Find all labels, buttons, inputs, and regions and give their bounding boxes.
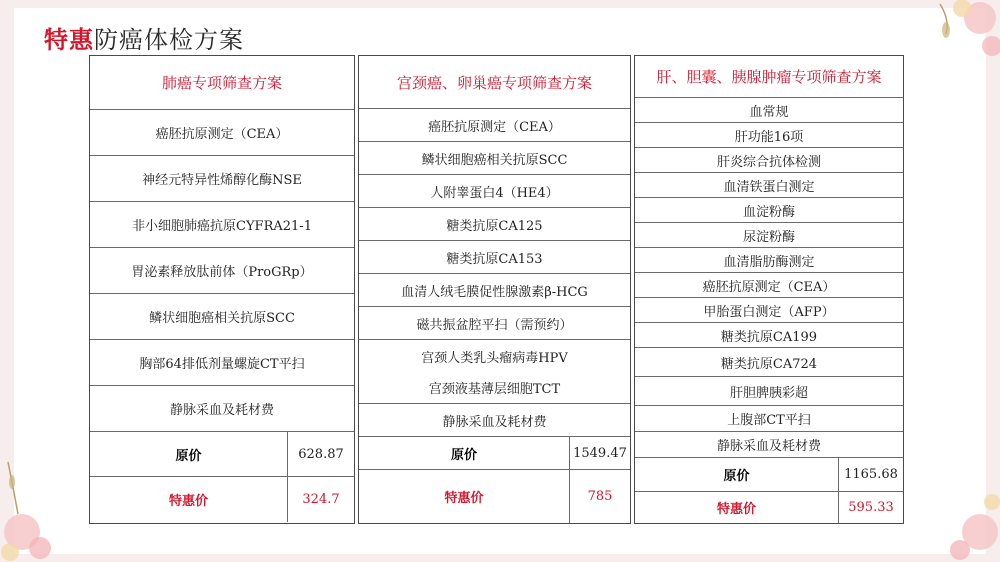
exam-item: 胃泌素释放肽前体（ProGRp） (90, 248, 354, 294)
exam-item: 人附睾蛋白4（HE4） (359, 175, 630, 208)
exam-item: 宫颈液基薄层细胞TCT (359, 372, 630, 404)
exam-item: 磁共振盆腔平扫（需预约） (359, 307, 630, 340)
original-price-value: 1165.68 (844, 467, 898, 482)
liver-gallbladder-pancreas-panel (634, 55, 904, 524)
exam-item: 胸部64排低剂量螺旋CT平扫 (90, 340, 354, 386)
original-price-label: 原价 (359, 437, 570, 469)
exam-item: 血淀粉酶 (635, 198, 903, 223)
special-price-row (90, 477, 354, 522)
original-price-row (635, 458, 903, 492)
original-price-value: 628.87 (298, 446, 344, 462)
lung-cancer-panel (89, 55, 355, 524)
exam-item: 肝胆脾胰彩超 (635, 377, 903, 406)
exam-item: 糖类抗原CA125 (359, 208, 630, 241)
original-price-value: 1549.47 (573, 445, 627, 461)
special-price-value: 595.33 (848, 500, 894, 515)
exam-item: 糖类抗原CA724 (635, 348, 903, 377)
exam-item: 血常规 (635, 98, 903, 123)
exam-item: 血清铁蛋白测定 (635, 173, 903, 198)
exam-item: 宫颈人类乳头瘤病毒HPV (421, 350, 568, 366)
special-price-row (359, 470, 630, 523)
original-price-label: 原价 (90, 432, 288, 476)
panel-header: 肺癌专项筛查方案 (90, 56, 354, 110)
exam-item: 上腹部CT平扫 (635, 406, 903, 432)
exam-item: 癌胚抗原测定（CEA） (635, 273, 903, 298)
exam-item: 肝功能16项 (635, 123, 903, 148)
exam-item: 甲胎蛋白测定（AFP） (635, 298, 903, 323)
exam-item: 肝炎综合抗体检测 (635, 148, 903, 173)
cervical-ovarian-cancer-panel (358, 55, 631, 524)
special-price-row (635, 492, 903, 523)
exam-item: 静脉采血及耗材费 (359, 404, 630, 437)
exam-item: 神经元特异性烯醇化酶NSE (90, 156, 354, 202)
original-price-row (90, 432, 354, 477)
exam-item: 静脉采血及耗材费 (635, 432, 903, 458)
special-price-value: 785 (587, 489, 613, 504)
special-price-value: 324.7 (302, 492, 340, 507)
exam-item: 血清脂肪酶测定 (635, 248, 903, 273)
panel-header: 肝、胆囊、胰腺肿瘤专项筛查方案 (635, 56, 903, 98)
original-price-label: 原价 (635, 458, 839, 491)
exam-item: 尿淀粉酶 (635, 223, 903, 248)
floral-bottom-left-decoration (0, 452, 70, 562)
special-price-label: 特惠价 (359, 470, 570, 523)
floral-bottom-right-decoration (940, 442, 1000, 562)
exam-item: 糖类抗原CA153 (359, 241, 630, 274)
page-title (44, 20, 244, 55)
panel-header: 宫颈癌、卵巢癌专项筛查方案 (359, 56, 630, 109)
exam-item: 糖类抗原CA199 (635, 323, 903, 348)
title-text: 防癌体检方案 (94, 26, 244, 54)
title-highlight: 特惠 (44, 25, 94, 54)
exam-item: 静脉采血及耗材费 (90, 386, 354, 432)
exam-item: 癌胚抗原测定（CEA） (90, 110, 354, 156)
floral-top-right-decoration (910, 0, 1000, 90)
exam-item: 鳞状细胞癌相关抗原SCC (359, 142, 630, 175)
original-price-row (359, 437, 630, 470)
exam-item: 癌胚抗原测定（CEA） (359, 109, 630, 142)
exam-item: 鳞状细胞癌相关抗原SCC (90, 294, 354, 340)
special-price-label: 特惠价 (90, 477, 288, 522)
exam-item: 血清人绒毛膜促性腺激素β-HCG (359, 274, 630, 307)
special-price-label: 特惠价 (635, 492, 839, 523)
exam-item: 非小细胞肺癌抗原CYFRA21-1 (90, 202, 354, 248)
